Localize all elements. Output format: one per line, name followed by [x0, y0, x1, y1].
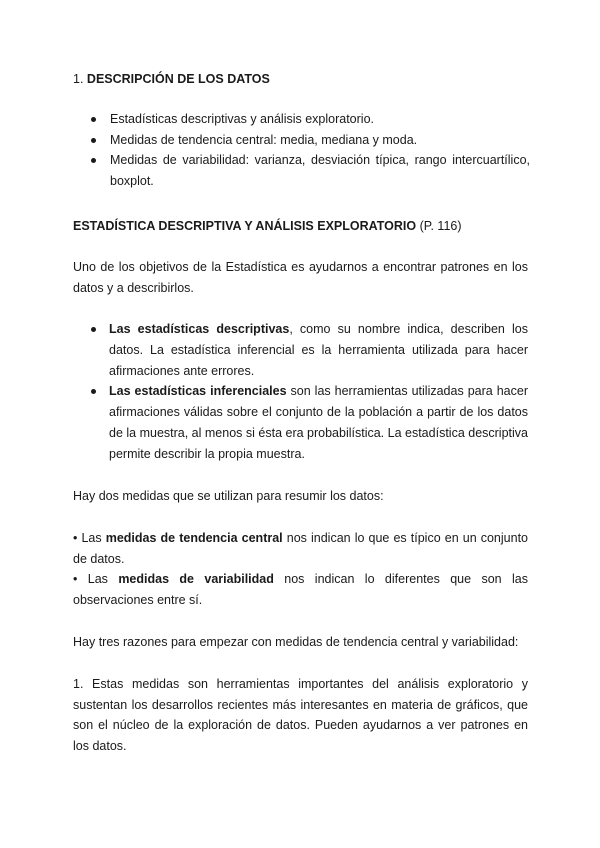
three-reasons-paragraph: Hay tres razones para empezar con medidas de tendencia central y variabilidad: — [73, 635, 519, 649]
two-measures-paragraph: Hay dos medidas que se utilizan para resumir los datos: — [73, 489, 384, 503]
measure-variability: • Las medidas de variabilidad nos indican lo diferentes que son las observaciones entre sí. — [73, 572, 528, 607]
bullet-list-statistics — [90, 319, 528, 465]
bullet-list-topics — [90, 109, 530, 191]
reason-1-paragraph: 1. Estas medidas son herramientas importantes del análisis exploratorio y sustentan los desarrollos recientes más interesantes en materia de gráficos, que son el núcleo de la exploración de datos. Pueden ayudarnos a ver patrones en los datos. — [73, 677, 528, 753]
list-item: Medidas de tendencia central: media, mediana y moda. — [90, 130, 530, 151]
term-inferential: Las estadísticas inferenciales — [109, 384, 287, 399]
list-item: Estadísticas descriptivas y análisis exploratorio. — [90, 109, 530, 130]
section-heading-2 — [73, 219, 462, 233]
section-number: 1. — [73, 72, 84, 86]
section-title: DESCRIPCIÓN DE LOS DATOS — [86, 72, 270, 86]
page-reference: (P. 116) — [419, 219, 462, 233]
list-item: Las estadísticas descriptivas, como su nombre indica, describen los datos. La estadística inferencial es la herramienta utilizada para hacer afirmaciones ante errores. — [90, 319, 528, 381]
list-item: Medidas de variabilidad: varianza, desviación típica, rango intercuartílico, boxplot. — [90, 150, 530, 191]
list-item: Las estadísticas inferenciales son las herramientas utilizadas para hacer afirmaciones válidas sobre el conjunto de la población a partir de los datos de la muestra, al menos si ésta era probabilística. La estadística descriptiva permite describir la propia muestra. — [90, 381, 528, 464]
section-heading-1 — [73, 72, 270, 86]
intro-paragraph: Uno de los objetivos de la Estadística es ayudarnos a encontrar patrones en los datos y a describirlos. — [73, 260, 528, 295]
section-subtitle: ESTADÍSTICA DESCRIPTIVA Y ANÁLISIS EXPLORATORIO — [73, 219, 417, 233]
term-descriptive: Las estadísticas descriptivas — [109, 322, 290, 336]
measure-central-tendency: • Las medidas de tendencia central nos indican lo que es típico en un conjunto de datos. — [73, 531, 528, 566]
